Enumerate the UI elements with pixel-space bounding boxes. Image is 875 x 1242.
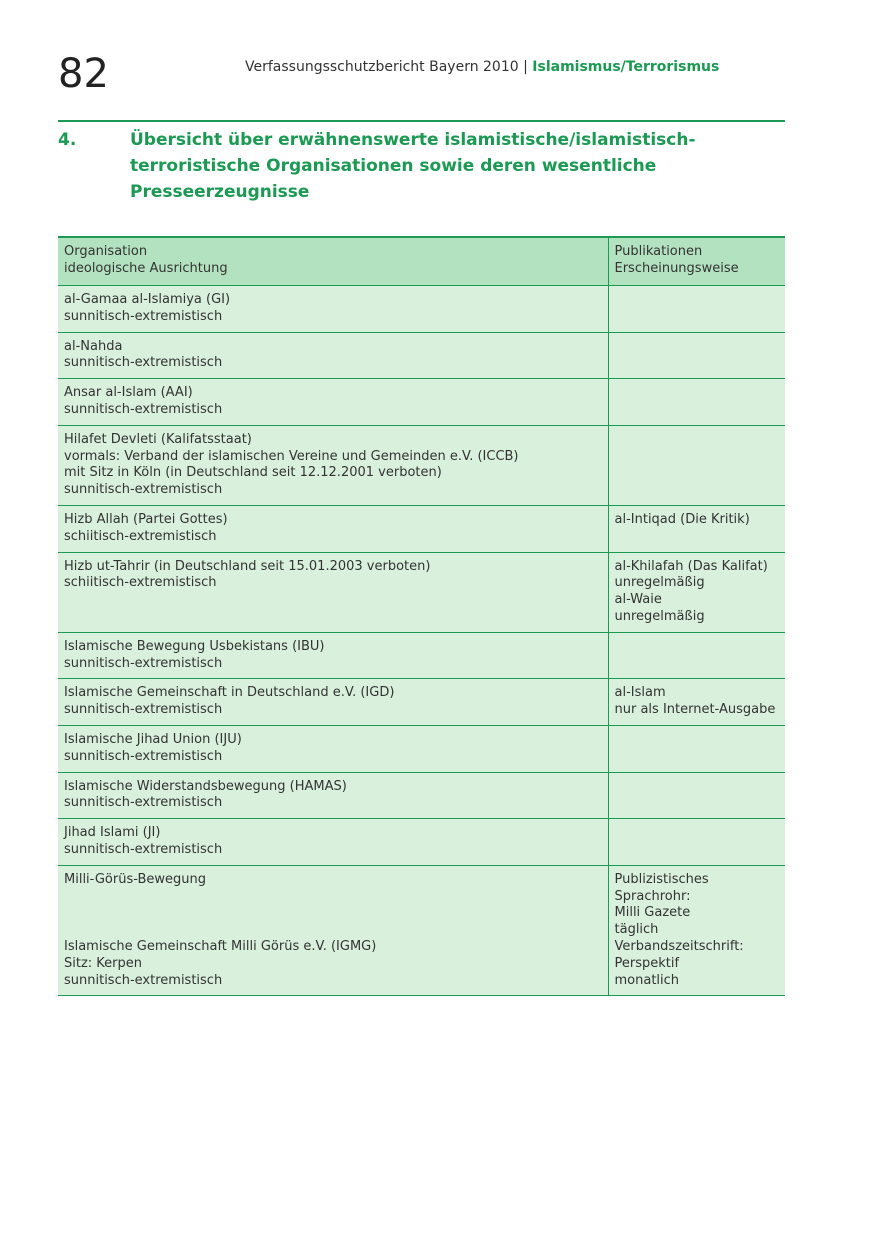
section-title bbox=[130, 127, 730, 205]
organisations-table bbox=[58, 236, 785, 996]
organisation-cell-line: sunnitisch-extremistisch bbox=[64, 841, 223, 857]
section-title-line: Presseerzeugnisse bbox=[130, 182, 310, 202]
table-row bbox=[58, 425, 785, 505]
header-section: Islamismus/Terrorismus bbox=[532, 59, 720, 75]
organisation-cell-line: sunnitisch-extremistisch bbox=[64, 482, 223, 498]
organisation-cell bbox=[58, 865, 608, 996]
organisation-cell-line: mit Sitz in Köln (in Deutschland seit 12.12.2001 verboten) bbox=[64, 465, 442, 481]
publication-cell bbox=[608, 286, 785, 333]
publication-cell bbox=[608, 379, 785, 426]
organisation-cell bbox=[58, 679, 608, 726]
organisation-cell bbox=[58, 632, 608, 679]
organisation-cell bbox=[58, 379, 608, 426]
table-row bbox=[58, 865, 785, 996]
table-body bbox=[58, 286, 785, 996]
organisation-cell-line: al-Nahda bbox=[64, 338, 123, 354]
publication-cell-line: Verbandszeitschrift: bbox=[614, 938, 744, 954]
top-rule bbox=[58, 120, 785, 122]
header-line: Erscheinungsweise bbox=[614, 260, 739, 276]
publication-cell-line: unregelmäßig bbox=[614, 575, 705, 591]
organisation-cell-line: Islamische Gemeinschaft in Deutschland e.V. (IGD) bbox=[64, 685, 395, 701]
table-row bbox=[58, 725, 785, 772]
publication-cell bbox=[608, 505, 785, 552]
organisation-cell-line: vormals: Verband der islamischen Vereine und Gemeinden e.V. (ICCB) bbox=[64, 448, 519, 464]
running-header bbox=[245, 58, 719, 76]
organisation-cell bbox=[58, 505, 608, 552]
table-row bbox=[58, 286, 785, 333]
organisation-cell-line bbox=[64, 905, 602, 922]
publication-cell-line: al-Intiqad (Die Kritik) bbox=[614, 511, 750, 527]
table-row bbox=[58, 632, 785, 679]
organisation-cell bbox=[58, 332, 608, 379]
organisation-cell bbox=[58, 425, 608, 505]
organisation-cell bbox=[58, 725, 608, 772]
publication-cell-line: Sprachrohr: bbox=[614, 888, 691, 904]
section-title-line: Übersicht über erwähnenswerte islamistische/islamistisch- bbox=[130, 130, 696, 150]
table-header-row bbox=[58, 237, 785, 286]
publication-cell-line: Milli Gazete bbox=[614, 905, 691, 921]
organisation-cell bbox=[58, 286, 608, 333]
organisation-cell-line: sunnitisch-extremistisch bbox=[64, 308, 223, 324]
publication-cell-line: al-Waie bbox=[614, 592, 662, 608]
publication-cell bbox=[608, 772, 785, 819]
publication-cell bbox=[608, 865, 785, 996]
organisation-cell-line: Jihad Islami (JI) bbox=[64, 825, 161, 841]
publication-cell bbox=[608, 819, 785, 866]
publication-cell-line: al-Islam bbox=[614, 685, 666, 701]
report-title: Verfassungsschutzbericht Bayern 2010 bbox=[245, 59, 519, 75]
organisation-cell-line: Islamische Jihad Union (IJU) bbox=[64, 731, 242, 747]
header-line: Organisation bbox=[64, 244, 148, 259]
organisation-cell-line: Islamische Gemeinschaft Milli Görüs e.V. (IGMG) bbox=[64, 938, 377, 954]
table-row bbox=[58, 772, 785, 819]
publication-cell bbox=[608, 632, 785, 679]
table-row bbox=[58, 552, 785, 632]
publication-cell bbox=[608, 552, 785, 632]
organisation-cell-line: Ansar al-Islam (AAI) bbox=[64, 385, 193, 401]
publication-cell-line: Publizistisches bbox=[614, 871, 709, 887]
header-line: ideologische Ausrichtung bbox=[64, 260, 228, 276]
table-row bbox=[58, 379, 785, 426]
organisation-cell-line: schiitisch-extremistisch bbox=[64, 575, 217, 591]
organisation-cell bbox=[58, 819, 608, 866]
publication-cell bbox=[608, 332, 785, 379]
publication-cell bbox=[608, 725, 785, 772]
organisation-cell-line: Islamische Widerstandsbewegung (HAMAS) bbox=[64, 778, 347, 794]
publication-cell-line: täglich bbox=[614, 922, 659, 938]
organisation-cell-line bbox=[64, 889, 602, 906]
header-organisation bbox=[58, 237, 608, 286]
organisation-cell-line: sunnitisch-extremistisch bbox=[64, 655, 223, 671]
organisation-cell-line: Milli-Görüs-Bewegung bbox=[64, 871, 206, 887]
publication-cell bbox=[608, 425, 785, 505]
organisation-cell-line: schiitisch-extremistisch bbox=[64, 528, 217, 544]
section-number: 4. bbox=[58, 130, 77, 150]
organisation-cell-line: sunnitisch-extremistisch bbox=[64, 401, 223, 417]
organisation-cell-line: sunnitisch-extremistisch bbox=[64, 795, 223, 811]
page-number: 82 bbox=[58, 51, 109, 97]
organisation-cell bbox=[58, 552, 608, 632]
header-line: Publikationen bbox=[614, 244, 703, 259]
organisation-cell bbox=[58, 772, 608, 819]
publication-cell-line: nur als Internet-Ausgabe bbox=[614, 702, 776, 718]
section-title-line: terroristische Organisationen sowie deren wesentliche bbox=[130, 156, 657, 176]
table-row bbox=[58, 505, 785, 552]
organisation-cell-line: Sitz: Kerpen bbox=[64, 955, 143, 971]
organisation-cell-line: Hizb ut-Tahrir (in Deutschland seit 15.01.2003 verboten) bbox=[64, 558, 431, 574]
organisation-cell-line: sunnitisch-extremistisch bbox=[64, 748, 223, 764]
header-separator: | bbox=[523, 59, 528, 75]
table-row bbox=[58, 819, 785, 866]
organisation-cell-line: Hizb Allah (Partei Gottes) bbox=[64, 511, 228, 527]
publication-cell-line: monatlich bbox=[614, 972, 680, 988]
publication-cell-line: unregelmäßig bbox=[614, 608, 705, 624]
organisation-cell-line: sunnitisch-extremistisch bbox=[64, 702, 223, 718]
publication-cell-line: al-Khilafah (Das Kalifat) bbox=[614, 558, 768, 574]
header-publikationen bbox=[608, 237, 785, 286]
organisation-cell-line bbox=[64, 922, 602, 939]
organisation-cell-line: sunnitisch-extremistisch bbox=[64, 355, 223, 371]
table-row bbox=[58, 332, 785, 379]
organisation-cell-line: Hilafet Devleti (Kalifatsstaat) bbox=[64, 431, 252, 447]
table-row bbox=[58, 679, 785, 726]
organisation-cell-line: Islamische Bewegung Usbekistans (IBU) bbox=[64, 638, 325, 654]
organisation-cell-line: al-Gamaa al-Islamiya (GI) bbox=[64, 292, 231, 307]
publication-cell-line: Perspektif bbox=[614, 955, 680, 971]
publication-cell bbox=[608, 679, 785, 726]
organisation-cell-line: sunnitisch-extremistisch bbox=[64, 972, 223, 988]
